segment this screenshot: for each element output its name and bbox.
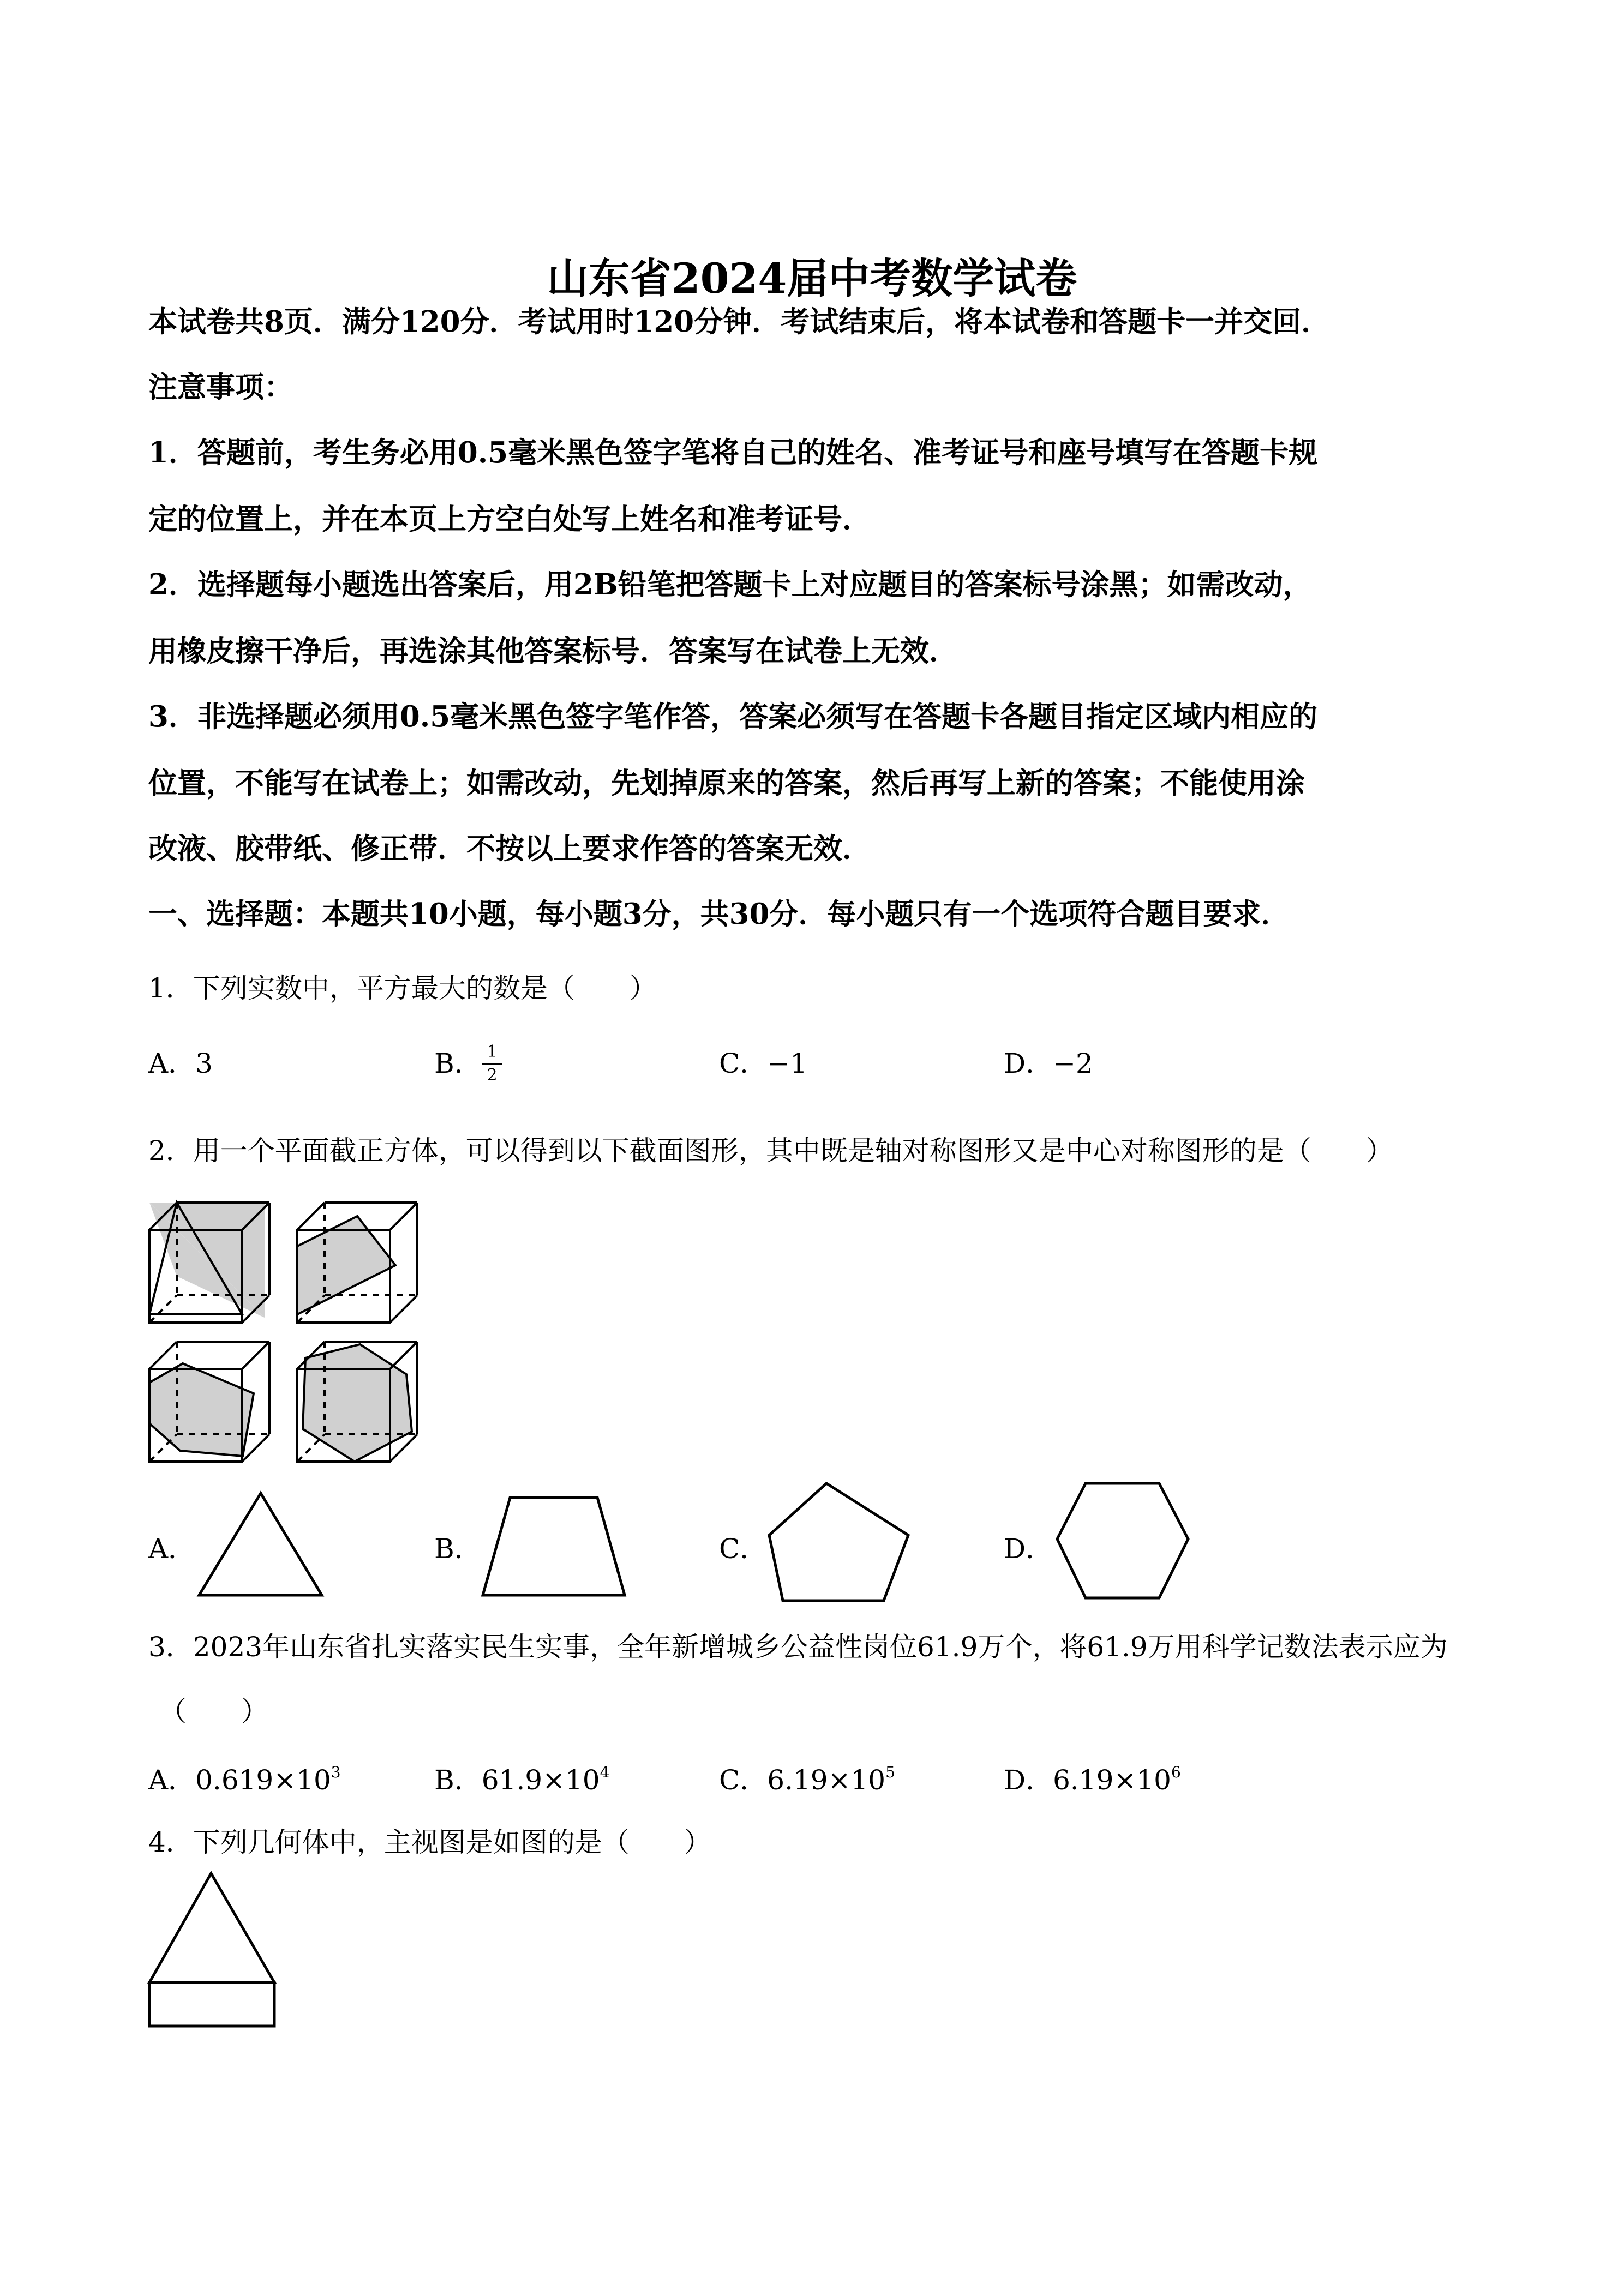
q2-stem: 2．用一个平面截正方体，可以得到以下截面图形，其中既是轴对称图形又是中心对称图形的是（ ） [148,1135,1393,1167]
q3-option-a-base: A．0.619×10 [148,1764,331,1796]
q3-option-d-exponent: 6 [1171,1763,1181,1781]
fraction-denominator: 2 [487,1066,498,1085]
q3-option-d-base: D．6.19×10 [1004,1764,1171,1796]
page-title: 山东省2024届中考数学试卷 [547,254,1077,303]
q3-stem-line-1: 3．2023年山东省扎实落实民生实事，全年新增城乡公益性岗位61.9万个，将61.9万用科学记数法表示应为 [148,1631,1448,1663]
q1-option-b-label: B． [434,1048,482,1079]
notice-item-1-line-1: 1．答题前，考生务必用0.5毫米黑色签字笔将自己的姓名、准考证号和座号填写在答题卡规 [148,436,1318,470]
instructions-intro: 本试卷共8页．满分120分．考试用时120分钟．考试结束后，将本试卷和答题卡一并交回． [148,305,1331,339]
q3-option-c-base: C．6.19×10 [719,1764,886,1796]
q1-option-d: D．−2 [1004,1048,1093,1079]
q2-option-a: A． [148,1533,196,1565]
notice-item-3-line-1: 3．非选择题必须用0.5毫米黑色签字笔作答，答案必须写在答题卡各题目指定区域内相应的 [148,700,1318,734]
q3-option-b-exponent: 4 [600,1763,610,1781]
q2-option-b: B． [434,1533,482,1565]
q1-stem: 1．下列实数中，平方最大的数是（ ） [148,972,657,1004]
q3-stem-line-2: （ ） [159,1696,268,1727]
q1-option-a: A．3 [148,1048,213,1079]
notice-item-2-line-1: 2．选择题每小题选出答案后，用2B铅笔把答题卡上对应题目的答案标号涂黑；如需改动， [148,568,1312,602]
notice-item-3-line-3: 改液、胶带纸、修正带．不按以上要求作答的答案无效． [148,832,871,865]
q1-option-c: C．−1 [719,1048,807,1079]
notice-heading: 注意事项： [148,370,293,404]
q3-option-b-base: B．61.9×10 [434,1764,600,1796]
notice-item-1-line-2: 定的位置上，并在本页上方空白处写上姓名和准考证号． [148,502,871,536]
q4-stem: 4．下列几何体中，主视图是如图的是（ ） [148,1826,711,1858]
fraction-numerator: 1 [487,1042,498,1061]
front-view-rectangle [149,1982,274,2026]
front-view-triangle [149,1873,274,1982]
q2-option-d: D． [1004,1533,1053,1565]
notice-item-3-line-2: 位置，不能写在试卷上；如需改动，先划掉原来的答案，然后再写上新的答案；不能使用涂 [148,766,1305,800]
q3-option-a-exponent: 3 [331,1763,341,1781]
q3-option-c-exponent: 5 [885,1763,895,1781]
notice-item-2-line-2: 用橡皮擦干净后，再选涂其他答案标号．答案写在试卷上无效． [148,634,958,668]
section-1-heading: 一、选择题：本题共10小题，每小题3分，共30分．每小题只有一个选项符合题目要求． [148,897,1290,931]
q2-option-c: C． [719,1533,768,1565]
